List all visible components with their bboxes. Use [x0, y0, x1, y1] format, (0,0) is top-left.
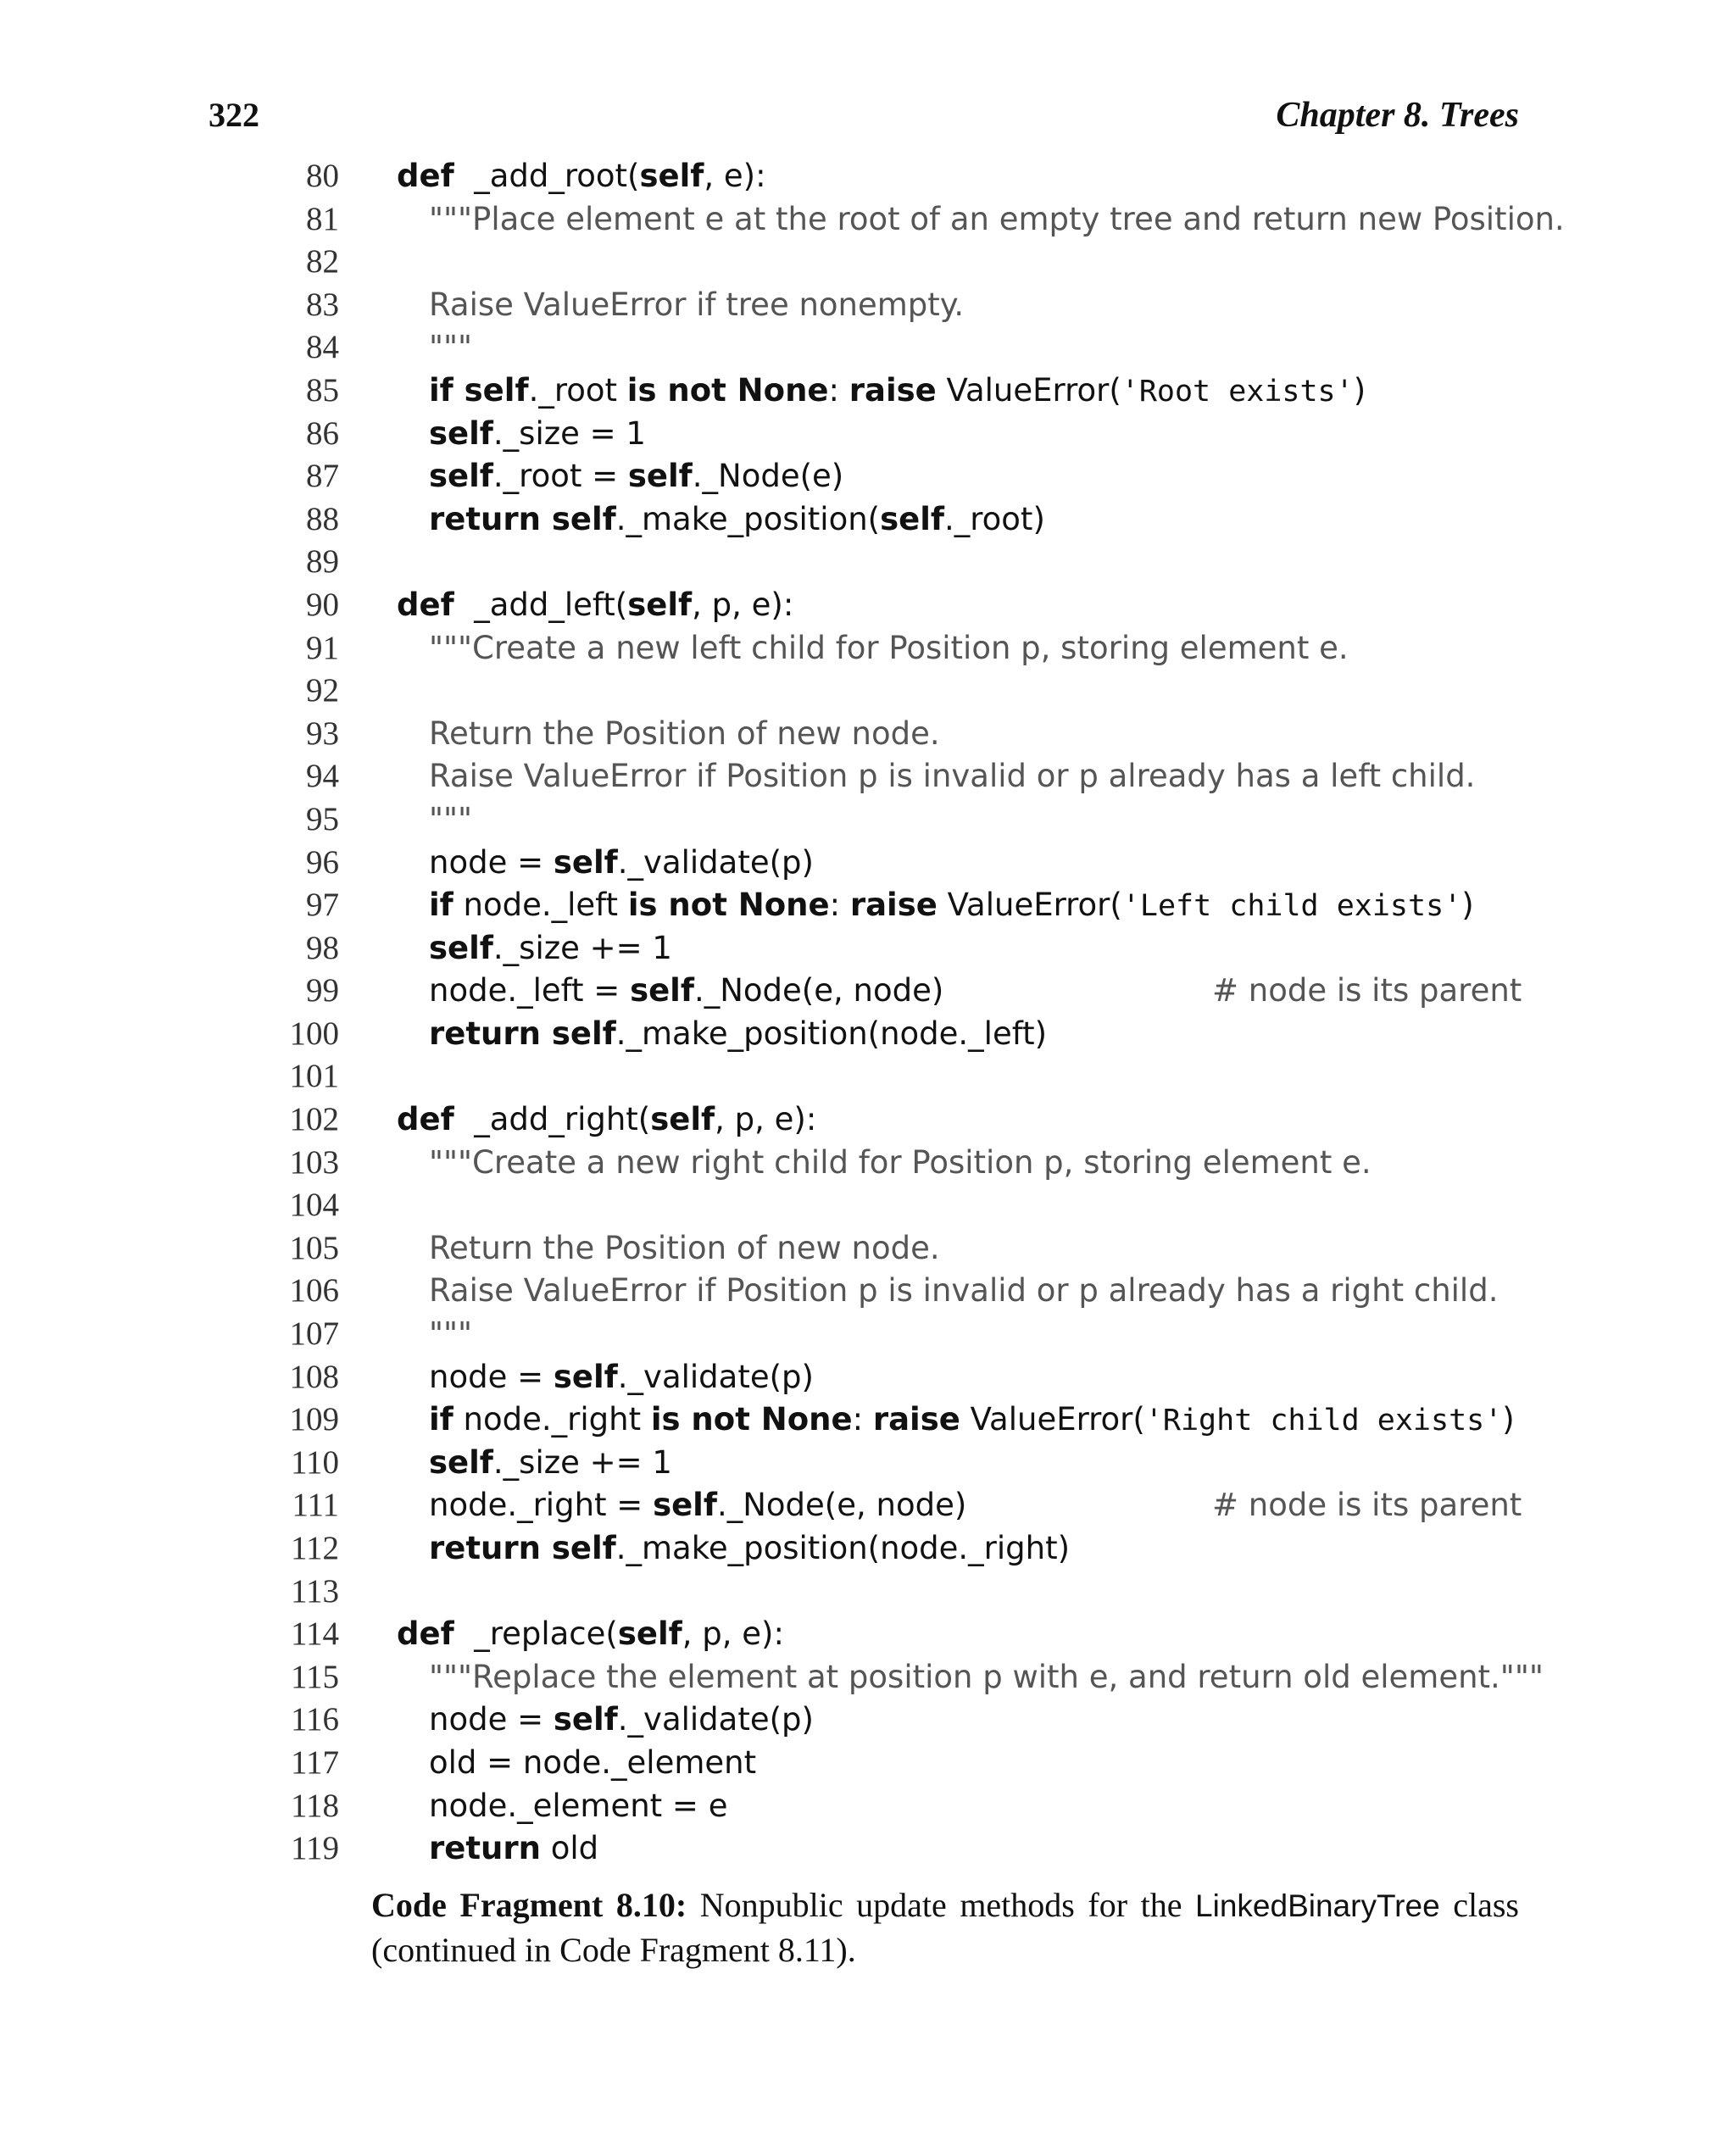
- code-text: [429, 455, 843, 498]
- code-text: [429, 1742, 756, 1784]
- code-keyword: self: [880, 500, 944, 537]
- code-keyword: return self: [429, 500, 616, 537]
- code-token: _add_root(: [453, 158, 640, 194]
- code-text: [397, 584, 793, 626]
- code-token: ): [1502, 1401, 1515, 1438]
- code-line: [0, 927, 1736, 970]
- code-keyword: if self: [429, 371, 529, 409]
- code-line: [0, 198, 1736, 242]
- line-number: 104: [289, 1187, 339, 1224]
- code-token: node._left =: [429, 972, 631, 1009]
- code-keyword: return self: [429, 1015, 616, 1052]
- line-number: 85: [306, 371, 339, 409]
- code-line: [0, 1742, 1736, 1785]
- code-line: [0, 241, 1736, 284]
- code-token: ._make_position(node._right): [615, 1530, 1071, 1566]
- code-token: old = node._element: [429, 1743, 757, 1781]
- code-docstring: Return the Position of new node.: [429, 715, 940, 752]
- code-docstring: Return the Position of new node.: [429, 1229, 940, 1266]
- code-text: [429, 1142, 1372, 1184]
- code-token: ValueError(: [937, 887, 1122, 924]
- code-token: node =: [429, 1701, 554, 1738]
- code-token: :: [828, 371, 849, 409]
- line-number: 102: [289, 1101, 339, 1138]
- line-number: 117: [290, 1743, 339, 1781]
- caption-class-name: LinkedBinaryTree: [1195, 1888, 1440, 1923]
- line-number: 114: [290, 1615, 339, 1653]
- code-text: [429, 1013, 1047, 1055]
- code-docstring: Raise ValueError if tree nonempty.: [429, 286, 965, 323]
- line-number: 106: [289, 1272, 339, 1310]
- code-text: [429, 1827, 598, 1870]
- code-caption: [371, 1883, 1519, 1972]
- code-text: [429, 1227, 940, 1270]
- code-line: [0, 1827, 1736, 1871]
- code-line: [0, 713, 1736, 756]
- code-token: _replace(: [453, 1615, 618, 1653]
- code-token: ._make_position(: [615, 500, 881, 537]
- code-token: node._right: [453, 1401, 651, 1438]
- code-text: [429, 713, 940, 755]
- line-number: 82: [306, 243, 339, 281]
- code-line: [0, 1699, 1736, 1742]
- code-line: [0, 755, 1736, 798]
- code-line: [0, 1270, 1736, 1313]
- line-number: 113: [290, 1572, 339, 1610]
- line-number: 88: [306, 500, 339, 537]
- code-text: [397, 1098, 816, 1141]
- line-number: 84: [306, 329, 339, 366]
- code-line: [0, 1356, 1736, 1399]
- code-keyword: raise: [849, 887, 938, 924]
- code-keyword: self: [627, 458, 693, 495]
- code-token: _add_left(: [453, 586, 628, 623]
- code-keyword: self: [429, 414, 493, 452]
- code-token: ValueError(: [960, 1401, 1145, 1438]
- code-token: ._validate(p): [617, 1701, 814, 1738]
- code-listing: [0, 155, 1736, 1871]
- line-number: 83: [306, 286, 339, 323]
- code-keyword: self: [630, 972, 694, 1009]
- code-token: node =: [429, 843, 554, 881]
- code-text: [429, 1313, 472, 1355]
- code-docstring: """: [429, 800, 473, 837]
- code-text: [429, 1442, 672, 1484]
- code-keyword: return self: [429, 1530, 616, 1566]
- code-line: [0, 584, 1736, 627]
- code-line: [0, 670, 1736, 713]
- code-line: [0, 1055, 1736, 1098]
- code-line: [0, 1656, 1736, 1699]
- code-text: [429, 326, 472, 369]
- code-line: [0, 1399, 1736, 1442]
- code-line: [0, 1184, 1736, 1227]
- line-number: 93: [306, 715, 339, 752]
- code-text: [429, 498, 1045, 541]
- code-token: ._size += 1: [492, 1443, 672, 1481]
- code-token: ._make_position(node._left): [615, 1015, 1048, 1052]
- code-keyword: self: [653, 1487, 717, 1524]
- code-line: [0, 1484, 1736, 1527]
- code-keyword: self: [553, 843, 618, 881]
- line-number: 112: [290, 1530, 339, 1566]
- code-docstring: """Replace the element at position p with e, and return old element.""": [429, 1658, 1544, 1695]
- code-docstring: Raise ValueError if Position p is invalid or p already has a left child.: [429, 758, 1476, 795]
- code-docstring: """Place element e at the root of an empty tree and return new Position.: [429, 200, 1565, 237]
- code-string: 'Left child exists': [1121, 889, 1462, 924]
- code-line: [0, 842, 1736, 885]
- code-line: [0, 627, 1736, 670]
- code-keyword: self: [429, 929, 493, 966]
- caption-label: Code Fragment 8.10:: [371, 1886, 687, 1924]
- code-line: [0, 326, 1736, 370]
- code-keyword: self: [429, 458, 493, 495]
- code-keyword: self: [639, 158, 704, 194]
- code-keyword: self: [617, 1615, 682, 1653]
- code-line: [0, 1098, 1736, 1142]
- line-number: 96: [306, 843, 339, 881]
- line-number: 108: [289, 1358, 339, 1395]
- code-comment: # node is its parent: [1212, 1487, 1522, 1524]
- code-token: ._Node(e, node): [716, 1487, 967, 1524]
- code-text: [429, 370, 1366, 413]
- code-token: , e):: [704, 158, 766, 194]
- line-number: 86: [306, 414, 339, 452]
- line-number: 91: [306, 629, 339, 666]
- code-token: _add_right(: [453, 1101, 651, 1138]
- code-token: node._left: [453, 887, 628, 924]
- line-number: 105: [289, 1229, 339, 1266]
- code-keyword: raise: [849, 371, 937, 409]
- code-keyword: raise: [872, 1401, 960, 1438]
- code-line: [0, 155, 1736, 198]
- code-text: [429, 413, 646, 455]
- code-keyword: if: [429, 887, 453, 924]
- chapter-title: Chapter 8. Trees: [1276, 96, 1519, 135]
- code-line: [0, 1571, 1736, 1614]
- line-number: 99: [306, 972, 339, 1009]
- code-keyword: if: [429, 1401, 453, 1438]
- line-number: 107: [289, 1315, 339, 1353]
- code-text: [429, 1785, 727, 1827]
- code-token: , p, e):: [682, 1615, 784, 1653]
- code-token: ._root =: [492, 458, 628, 495]
- code-text: [429, 284, 964, 326]
- code-text: [429, 1656, 1544, 1699]
- code-text: [429, 884, 1474, 927]
- code-keyword: is not None: [626, 371, 829, 409]
- code-token: node._right =: [429, 1487, 654, 1524]
- code-string: 'Right child exists': [1144, 1404, 1503, 1438]
- line-number: 94: [306, 758, 339, 795]
- code-token: ._root): [944, 500, 1045, 537]
- code-token: ._validate(p): [617, 1358, 814, 1395]
- line-number: 89: [306, 543, 339, 581]
- code-line: [0, 1442, 1736, 1485]
- code-line: [0, 284, 1736, 327]
- line-number: 98: [306, 929, 339, 966]
- line-number: 87: [306, 458, 339, 495]
- caption-text-after: class (continued in Code Fragment 8.11).: [371, 1886, 1519, 1969]
- code-token: , p, e):: [715, 1101, 817, 1138]
- code-keyword: self: [553, 1701, 618, 1738]
- code-token: ._size += 1: [492, 929, 672, 966]
- code-line: [0, 1142, 1736, 1185]
- code-string: 'Root exists': [1121, 374, 1354, 409]
- code-text: [429, 970, 943, 1012]
- code-text: [397, 155, 766, 197]
- line-number: 101: [289, 1058, 339, 1095]
- code-line: [0, 1785, 1736, 1828]
- code-text: [429, 1399, 1515, 1442]
- line-number: 115: [290, 1658, 339, 1695]
- code-docstring: """: [429, 1315, 473, 1353]
- line-number: 109: [289, 1401, 339, 1438]
- code-docstring: Raise ValueError if Position p is invalid or p already has a right child.: [429, 1272, 1499, 1310]
- code-keyword: return: [429, 1830, 541, 1867]
- code-docstring: """Create a new left child for Position p, storing element e.: [429, 629, 1349, 666]
- code-text: [397, 1613, 784, 1655]
- line-number: 90: [306, 586, 339, 623]
- code-token: :: [829, 887, 850, 924]
- code-keyword: def: [397, 158, 454, 194]
- code-line: [0, 798, 1736, 842]
- page-header: [209, 95, 1519, 149]
- code-token: ): [1461, 887, 1474, 924]
- code-keyword: self: [650, 1101, 715, 1138]
- code-line: [0, 541, 1736, 584]
- code-token: ._Node(e, node): [693, 972, 944, 1009]
- line-number: 80: [306, 158, 339, 194]
- code-line: [0, 1013, 1736, 1056]
- code-keyword: def: [397, 1101, 454, 1138]
- code-line: [0, 413, 1736, 456]
- page-number: 322: [209, 96, 259, 134]
- code-line: [0, 498, 1736, 542]
- code-line: [0, 1227, 1736, 1271]
- line-number: 97: [306, 887, 339, 924]
- code-docstring: """: [429, 329, 473, 366]
- code-keyword: self: [627, 586, 693, 623]
- code-token: ._root: [528, 371, 627, 409]
- code-token: :: [852, 1401, 873, 1438]
- code-comment: # node is its parent: [1212, 972, 1522, 1009]
- code-token: ._Node(e): [692, 458, 844, 495]
- line-number: 111: [292, 1487, 339, 1524]
- code-token: ._validate(p): [617, 843, 814, 881]
- code-keyword: def: [397, 586, 454, 623]
- line-number: 110: [290, 1443, 339, 1481]
- line-number: 81: [306, 200, 339, 237]
- code-text: [429, 1270, 1498, 1312]
- code-keyword: self: [429, 1443, 493, 1481]
- code-text: [429, 1356, 814, 1399]
- line-number: 92: [306, 672, 339, 709]
- code-text: [429, 198, 1565, 241]
- line-number: 100: [289, 1015, 339, 1052]
- code-keyword: self: [553, 1358, 618, 1395]
- code-token: , p, e):: [692, 586, 794, 623]
- code-text: [429, 755, 1475, 798]
- caption-text-before: Nonpublic update methods for the: [687, 1886, 1196, 1924]
- code-token: ): [1353, 371, 1366, 409]
- code-text: [429, 842, 814, 884]
- code-docstring: """Create a new right child for Position p, storing element e.: [429, 1143, 1372, 1181]
- code-keyword: is not None: [650, 1401, 853, 1438]
- code-text: [429, 627, 1349, 670]
- code-token: ._size = 1: [492, 414, 646, 452]
- code-keyword: def: [397, 1615, 454, 1653]
- code-line: [0, 370, 1736, 413]
- code-token: ValueError(: [936, 371, 1121, 409]
- code-token: node =: [429, 1358, 554, 1395]
- code-text: [429, 1527, 1070, 1570]
- line-number: 103: [289, 1143, 339, 1181]
- line-number: 119: [290, 1830, 339, 1867]
- code-text: [429, 1484, 966, 1527]
- code-line: [0, 455, 1736, 498]
- code-text: [429, 798, 472, 841]
- code-keyword: is not None: [627, 887, 830, 924]
- line-number: 118: [290, 1787, 339, 1824]
- code-line: [0, 970, 1736, 1013]
- code-line: [0, 1313, 1736, 1356]
- code-line: [0, 1613, 1736, 1656]
- code-token: node._element = e: [429, 1787, 728, 1824]
- code-text: [429, 927, 672, 970]
- line-number: 116: [290, 1701, 339, 1738]
- code-text: [429, 1699, 814, 1741]
- code-line: [0, 1527, 1736, 1571]
- code-line: [0, 884, 1736, 927]
- code-token: old: [540, 1830, 599, 1867]
- line-number: 95: [306, 800, 339, 837]
